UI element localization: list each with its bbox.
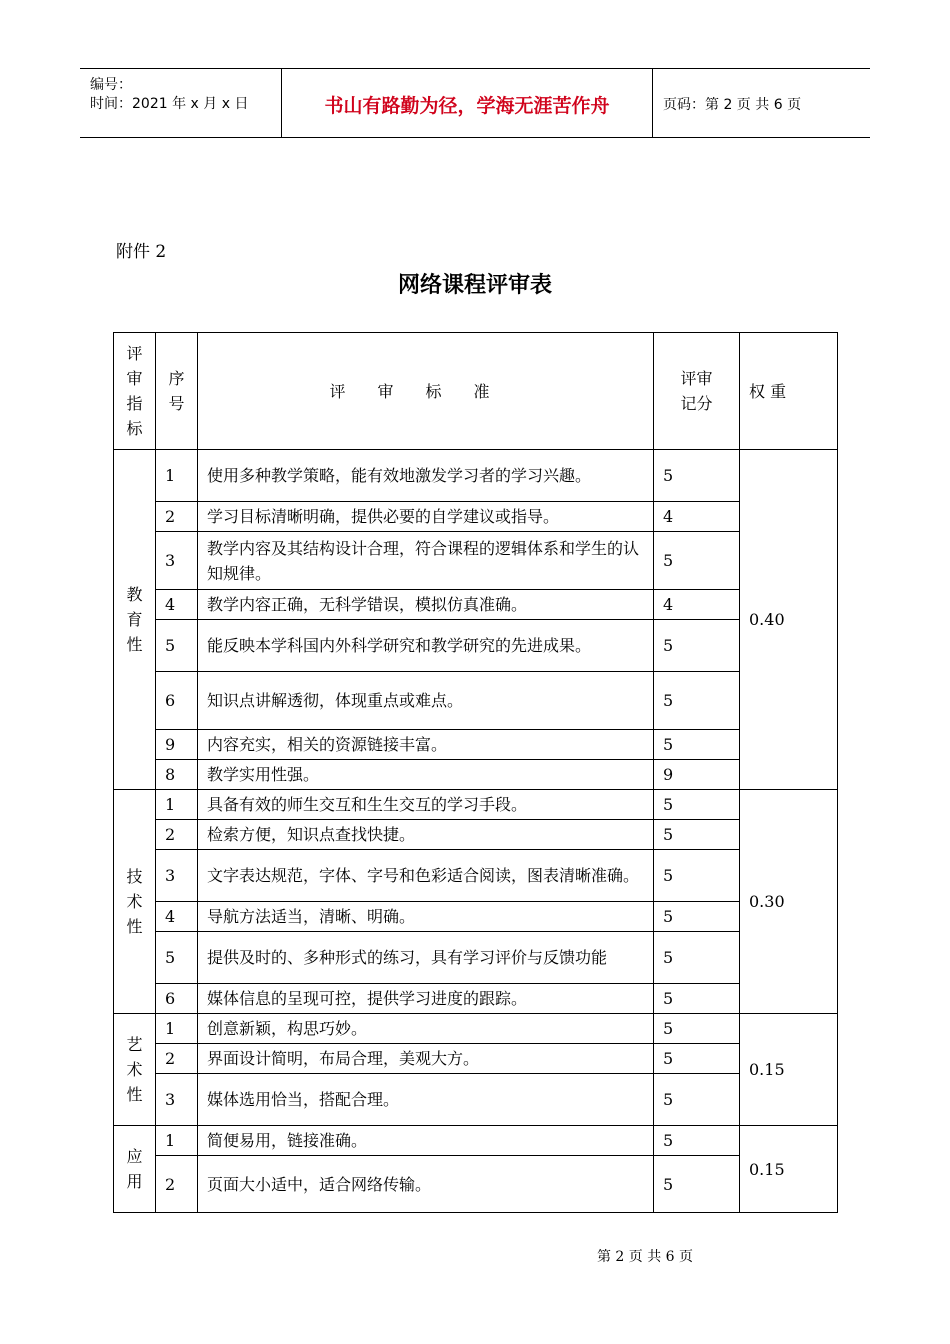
criterion-cell: 导航方法适当，清晰、明确。 [198,902,654,932]
seq-cell: 2 [156,1044,198,1074]
table-row [114,1014,838,1044]
criterion-cell: 提供及时的、多种形式的练习，具有学习评价与反馈功能 [198,932,654,984]
seq-cell: 2 [156,1156,198,1213]
criterion-cell: 文字表达规范，字体、字号和色彩适合阅读，图表清晰准确。 [198,850,654,902]
page-title: 网络课程评审表 [397,272,552,298]
table-header-row [114,333,838,450]
seq-cell: 6 [156,672,198,730]
score-cell: 5 [654,672,740,730]
table-row [114,450,838,502]
seq-cell: 4 [156,590,198,620]
criterion-cell: 简便易用，链接准确。 [198,1126,654,1156]
table-row [114,502,838,532]
criterion-cell: 教学内容及其结构设计合理，符合课程的逻辑体系和学生的认知规律。 [198,532,654,590]
table-row [114,1156,838,1213]
header-criteria: 评审标准 [198,333,654,450]
seq-cell: 3 [156,850,198,902]
table-row [114,820,838,850]
seq-cell: 6 [156,984,198,1014]
score-cell: 5 [654,820,740,850]
time-label: 时间：2021 年 x 月 x 日 [90,96,249,112]
table-row [114,760,838,790]
seq-cell: 1 [156,1014,198,1044]
header-motto-cell [282,69,653,137]
seq-cell: 3 [156,1074,198,1126]
page-footer: 第 2 页 共 6 页 [596,1249,694,1265]
header-seq: 序号 [156,333,198,450]
score-cell: 5 [654,984,740,1014]
score-cell: 5 [654,730,740,760]
seq-cell: 1 [156,790,198,820]
criterion-cell: 创意新颖，构思巧妙。 [198,1014,654,1044]
table-row [114,532,838,590]
score-cell: 5 [654,450,740,502]
motto: 书山有路勤为径，学海无涯苦作舟 [324,95,610,117]
table-row [114,672,838,730]
table-row [114,850,838,902]
table-row [114,1126,838,1156]
seq-cell: 5 [156,932,198,984]
table-row [114,1044,838,1074]
criterion-cell: 界面设计简明，布局合理，美观大方。 [198,1044,654,1074]
weight-cell: 0.15 [740,1126,838,1213]
criterion-cell: 知识点讲解透彻，体现重点或难点。 [198,672,654,730]
criterion-cell: 检索方便，知识点查找快捷。 [198,820,654,850]
header-weight: 权 重 [740,333,838,450]
criterion-cell: 能反映本学科国内外科学研究和教学研究的先进成果。 [198,620,654,672]
seq-cell: 1 [156,1126,198,1156]
table-row [114,790,838,820]
criterion-cell: 教学内容正确，无科学错误，模拟仿真准确。 [198,590,654,620]
review-table [113,332,838,1213]
score-cell: 5 [654,620,740,672]
table-row [114,730,838,760]
table-row [114,590,838,620]
weight-cell: 0.30 [740,790,838,1014]
score-cell: 5 [654,850,740,902]
table-row [114,984,838,1014]
header-indicator: 评审指标 [114,333,156,450]
table-row [114,932,838,984]
table-row [114,902,838,932]
criterion-cell: 教学实用性强。 [198,760,654,790]
category-cell: 艺术性 [114,1014,156,1126]
page-label: 页码：第 2 页 共 6 页 [663,97,802,113]
score-cell: 5 [654,1156,740,1213]
table-row [114,620,838,672]
score-cell: 5 [654,1044,740,1074]
score-cell: 5 [654,1126,740,1156]
criterion-cell: 媒体选用恰当，搭配合理。 [198,1074,654,1126]
seq-cell: 9 [156,730,198,760]
score-cell: 5 [654,1014,740,1044]
table-row [114,1074,838,1126]
attachment-label: 附件 2 [116,242,167,262]
header-meta-cell [80,69,282,137]
criterion-cell: 页面大小适中，适合网络传输。 [198,1156,654,1213]
header-score: 评审记分 [654,333,740,450]
criterion-cell: 内容充实，相关的资源链接丰富。 [198,730,654,760]
criterion-cell: 使用多种教学策略，能有效地激发学习者的学习兴趣。 [198,450,654,502]
seq-cell: 4 [156,902,198,932]
score-cell: 5 [654,790,740,820]
criterion-cell: 媒体信息的呈现可控，提供学习进度的跟踪。 [198,984,654,1014]
score-cell: 4 [654,590,740,620]
score-cell: 5 [654,902,740,932]
page-header [80,68,870,138]
category-cell: 教育性 [114,450,156,790]
score-cell: 5 [654,1074,740,1126]
table-body [114,450,838,1213]
seq-cell: 2 [156,820,198,850]
seq-cell: 1 [156,450,198,502]
score-cell: 9 [654,760,740,790]
seq-cell: 5 [156,620,198,672]
header-page-cell [653,69,870,137]
weight-cell: 0.40 [740,450,838,790]
score-cell: 5 [654,532,740,590]
score-cell: 5 [654,932,740,984]
seq-cell: 3 [156,532,198,590]
criterion-cell: 学习目标清晰明确，提供必要的自学建议或指导。 [198,502,654,532]
seq-cell: 8 [156,760,198,790]
category-cell: 技术性 [114,790,156,1014]
weight-cell: 0.15 [740,1014,838,1126]
serial-label: 编号： [90,77,132,93]
score-cell: 4 [654,502,740,532]
seq-cell: 2 [156,502,198,532]
category-cell: 应用 [114,1126,156,1213]
criterion-cell: 具备有效的师生交互和生生交互的学习手段。 [198,790,654,820]
